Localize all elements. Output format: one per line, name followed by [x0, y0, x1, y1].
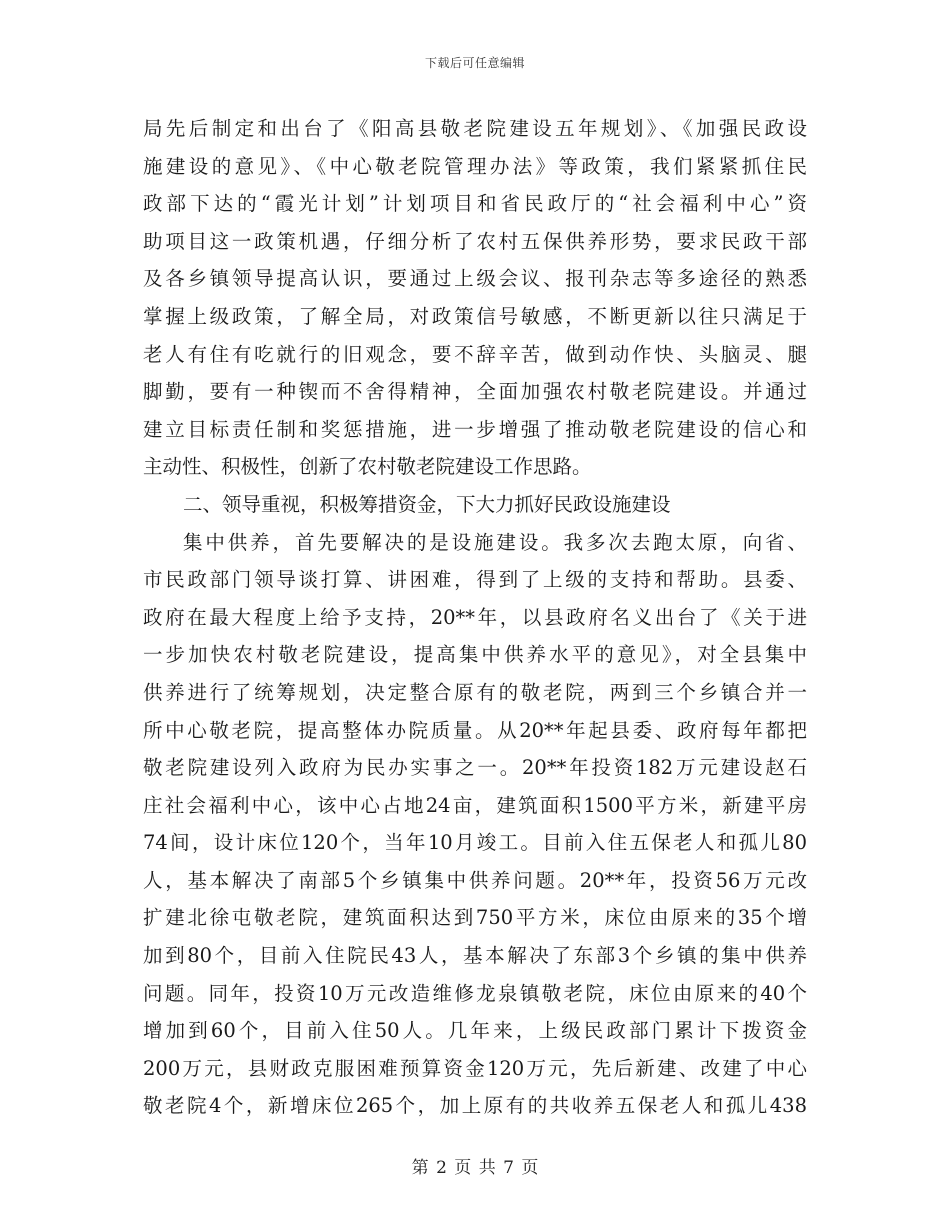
text-line: 增加到60个，目前入住50人。几年来，上级民政部门累计下拨资金 [143, 1019, 807, 1043]
text-line: 集中供养，首先要解决的是设施建设。我多次去跑太原，向省、 [183, 530, 807, 554]
header-text: 下载后可任意编辑 [424, 56, 525, 70]
document-body [143, 110, 807, 1125]
heading-line: 二、领导重视，积极筹措资金，下大力抓好民政设施建设 [183, 492, 671, 516]
text-line: 及各乡镇领导提高认识，要通过上级会议、报刊杂志等多途径的熟悉 [143, 267, 807, 291]
text-line: 脚勤，要有一种锲而不舍得精神，全面加强农村敬老院建设。并通过 [143, 380, 807, 404]
text-line: 施建设的意见》、《中心敬老院管理办法》等政策，我们紧紧抓住民 [143, 154, 807, 178]
text-line: 建立目标责任制和奖惩措施，进一步增强了推动敬老院建设的信心和 [143, 417, 807, 441]
page-header [0, 54, 950, 71]
text-line: 敬老院建设列入政府为民办实事之一。20**年投资182万元建设赵石 [143, 756, 807, 780]
text-line: 加到80个，目前入住院民43人，基本解决了东部3个乡镇的集中供养 [143, 944, 807, 968]
paragraph-3 [143, 524, 807, 1126]
text-line: 人，基本解决了南部5个乡镇集中供养问题。20**年，投资56万元改 [143, 868, 807, 892]
text-line: 市民政部门领导谈打算、讲困难，得到了上级的支持和帮助。县委、 [143, 568, 807, 592]
text-line: 局先后制定和出台了《阳高县敬老院建设五年规划》、《加强民政设 [143, 117, 807, 140]
text-line: 主动性、积极性，创新了农村敬老院建设工作思路。 [143, 455, 592, 479]
text-line: 敬老院4个，新增床位265个，加上原有的共收养五保老人和孤儿438 [143, 1094, 807, 1118]
text-line: 200万元，县财政克服困难预算资金120万元，先后新建、改建了中心 [143, 1056, 807, 1080]
text-line: 政府在最大程度上给予支持，20**年，以县政府名义出台了《关于进 [143, 605, 807, 629]
page-footer [0, 1153, 950, 1178]
text-line: 老人有住有吃就行的旧观念，要不辞辛苦，做到动作快、头脑灵、腿 [143, 342, 807, 366]
text-line: 助项目这一政策机遇，仔细分析了农村五保供养形势，要求民政干部 [143, 229, 807, 253]
page-number: 第 2 页 共 7 页 [411, 1158, 539, 1178]
paragraph-1 [143, 110, 807, 486]
text-line: 扩建北徐屯敬老院，建筑面积达到750平方米，床位由原来的35个增 [143, 906, 807, 930]
text-line: 74间，设计床位120个，当年10月竣工。目前入住五保老人和孤儿80 [143, 831, 807, 855]
text-line: 政部下达的“霞光计划”计划项目和省民政厅的“社会福利中心”资 [143, 192, 807, 216]
text-line: 一步加快农村敬老院建设，提高集中供养水平的意见》，对全县集中 [143, 643, 807, 667]
section-heading [143, 486, 807, 524]
text-line: 所中心敬老院，提高整体办院质量。从20**年起县委、政府每年都把 [143, 718, 807, 742]
text-line: 庄社会福利中心，该中心占地24亩，建筑面积1500平方米，新建平房 [143, 793, 807, 817]
text-line: 问题。同年，投资10万元改造维修龙泉镇敬老院，床位由原来的40个 [143, 981, 807, 1005]
text-line: 供养进行了统筹规划，决定整合原有的敬老院，两到三个乡镇合并一 [143, 680, 807, 704]
text-line: 掌握上级政策，了解全局，对政策信号敏感，不断更新以往只满足于 [143, 304, 807, 328]
